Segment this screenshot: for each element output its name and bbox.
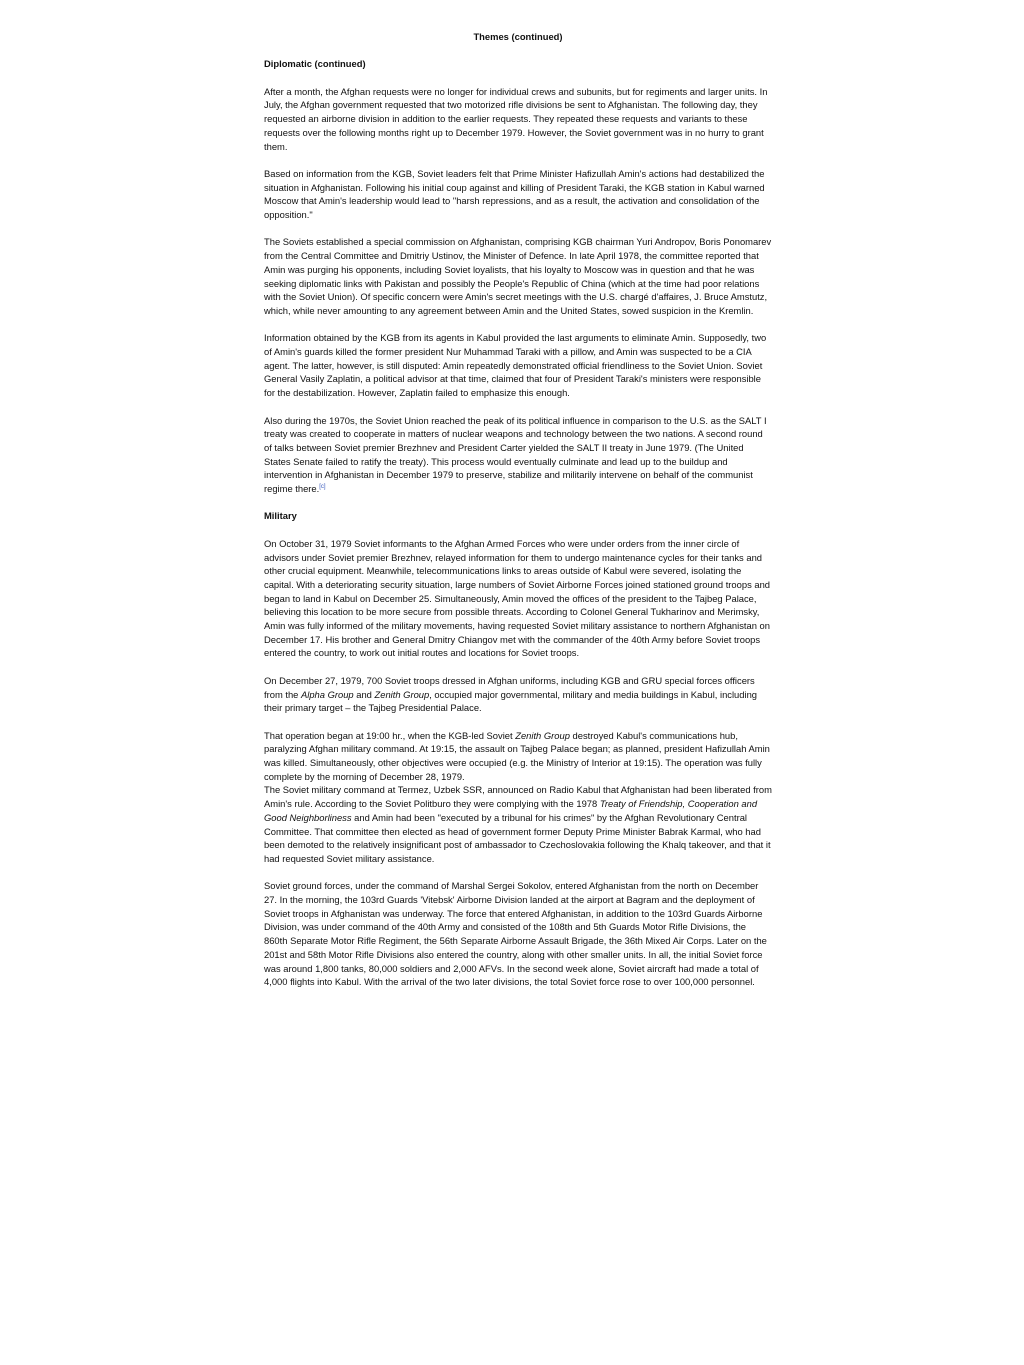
diplomatic-paragraph-5-text: Also during the 1970s, the Soviet Union reached the peak of its political influence in comparison to the U.S. as the SALT I treaty was created to cooperate in matters of nuclear weapons and technology between the two nations. A second round of talks between Soviet premier Brezhnev and President Carter yielded the SALT II treaty in June 1979. (The United States Senate failed to ratify the treaty). This process would eventually culminate and lead up to the buildup and intervention in Afghanistan in December 1979 to preserve, stabilize and militarily intervene on behalf of the communist regime there.	[264, 414, 767, 495]
italic-term: Zenith Group	[374, 688, 430, 700]
military-paragraph-3	[264, 729, 772, 784]
italic-term: Treaty of Friendship, Cooperation and Good Neighborliness	[264, 798, 758, 823]
diplomatic-paragraph-3: The Soviets established a special commission on Afghanistan, comprising KGB chairman Yuri Andropov, Boris Ponomarev from the Central Committee and Dmitriy Ustinov, the Minister of Defence. In late April 1978, the committee reported that Amin was purging his opponents, including Soviet loyalists, that his loyalty to Moscow was in question and that he was seeking diplomatic links with Pakistan and possibly the People's Republic of China (which at the time had poor relations with the Soviet Union). Of specific concern were Amin's secret meetings with the U.S. chargé d'affaires, J. Bruce Amstutz, which, while never amounting to any agreement between Amin and the United States, sowed suspicion in the Kremlin.	[264, 236, 772, 316]
italic-term: Alpha Group	[301, 688, 354, 700]
section-heading-military: Military	[264, 510, 297, 522]
italic-term: Zenith Group	[515, 729, 570, 741]
text-run: The Soviet military command at Termez, Uzbek SSR, announced on Radio Kabul that Afghanistan had been liberated from Amin's rule. According to the Soviet Politburo they were complying with the 1978	[264, 784, 772, 810]
text-run: destroyed Kabul's communications hub, paralyzing Afghan military command. At 19:15, the assault on Tajbeg Palace began; as planned, president Hafizullah Amin was killed. Simultaneously, other objectives were occupied (e.g. the Ministry of Interior at 19:15). The operation was fully complete by the morning of December 28, 1979.	[264, 729, 770, 782]
diplomatic-paragraph-1: After a month, the Afghan requests were no longer for individual crews and subunits, but for regiments and larger units. In July, the Afghan government requested that two motorized rifle divisions be sent to Afghanistan. The following day, they requested an airborne division in addition to the earlier requests. They repeated these requests and variants to these requests over the following months right up to December 1979. However, the Soviet government was in no hurry to grant them.	[264, 85, 768, 152]
text-run: and	[353, 688, 375, 700]
diplomatic-paragraph-4: Information obtained by the KGB from its agents in Kabul provided the last arguments to eliminate Amin. Supposedly, two of Amin's guards killed the former president Nur Muhammad Taraki with a pillow, and Amin was suspected to be a CIA agent. The latter, however, is still disputed: Amin repeatedly demonstrated official friendliness to the Soviet Union. Soviet General Vasily Zaplatin, a political advisor at that time, claimed that four of President Taraki's ministers were responsible for the destabilization. However, Zaplatin failed to emphasize this enough.	[264, 332, 767, 399]
text-run: and Amin had been "executed by a tribunal for his crimes" by the Afghan Revolutionary Central Committee. That committee then elected as head of government former Deputy Prime Minister Babrak Karmal, who had been demoted to the relatively insignificant post of ambassador to Czechoslovakia following the Khalq takeover, and that it had requested Soviet military assistance.	[264, 811, 771, 864]
text-run: On December 27, 1979, 700 Soviet troops dressed in Afghan uniforms, including KGB and GRU special forces officers from the	[264, 674, 755, 700]
military-paragraph-4	[264, 783, 772, 865]
document-page	[264, 30, 772, 1003]
diplomatic-paragraph-2: Based on information from the KGB, Soviet leaders felt that Prime Minister Hafizullah Amin's actions had destabilized the situation in Afghanistan. Following his initial coup against and killing of President Taraki, the KGB station in Kabul warned Moscow that Amin's leadership would lead to "harsh repressions, and as a result, the activation and consolidation of the opposition."	[264, 167, 765, 221]
military-paragraph-1: On October 31, 1979 Soviet informants to the Afghan Armed Forces who were under orders from the inner circle of advisors under Soviet premier Brezhnev, relayed information for them to undergo maintenance cycles for their tanks and other crucial equipment. Meanwhile, telecommunications links to areas outside of Kabul were severed, isolating the capital. With a deteriorating security situation, large numbers of Soviet Airborne Forces joined stationed ground troops and began to land in Kabul on December 25. Simultaneously, Amin moved the offices of the president to the Tajbeg Palace, believing this location to be more secure from possible threats. According to Colonel General Tukharinov and Merimsky, Amin was fully informed of the military movements, having requested Soviet military assistance to northern Afghanistan on December 17. His brother and General Dmitry Chiangov met with the commander of the 40th Army before Soviet troops entered the country, to work out initial routes and locations for Soviet troops.	[264, 537, 771, 659]
military-paragraph-5: Soviet ground forces, under the command of Marshal Sergei Sokolov, entered Afghanistan from the north on December 27. In the morning, the 103rd Guards 'Vitebsk' Airborne Division landed at the airport at Bagram and the deployment of Soviet troops in Afghanistan was underway. The force that entered Afghanistan, in addition to the 103rd Guards Airborne Division, was under command of the 40th Army and consisted of the 108th and 5th Guards Motor Rifle Divisions, the 860th Separate Motor Rifle Regiment, the 56th Separate Airborne Assault Brigade, the 36th Mixed Air Corps. Later on the 201st and 58th Motor Rifle Divisions also entered the country, along with other smaller units. In all, the initial Soviet force was around 1,800 tanks, 80,000 soldiers and 2,000 AFVs. In the second week alone, Soviet aircraft had made a total of 4,000 flights into Kabul. With the arrival of the two later divisions, the total Soviet force rose to over 100,000 personnel.	[264, 880, 767, 988]
military-paragraph-2	[264, 674, 772, 715]
diplomatic-paragraph-5	[264, 414, 772, 496]
text-run: That operation began at 19:00 hr., when the KGB-led Soviet	[264, 729, 516, 741]
text-run: , occupied major governmental, military and media buildings in Kabul, including their primary target – the Tajbeg Presidential Palace.	[264, 688, 758, 714]
section-heading-diplomatic: Diplomatic (continued)	[264, 58, 366, 70]
footnote-link[interactable]: [c]	[319, 483, 326, 490]
page-title: Themes (continued)	[473, 31, 563, 42]
